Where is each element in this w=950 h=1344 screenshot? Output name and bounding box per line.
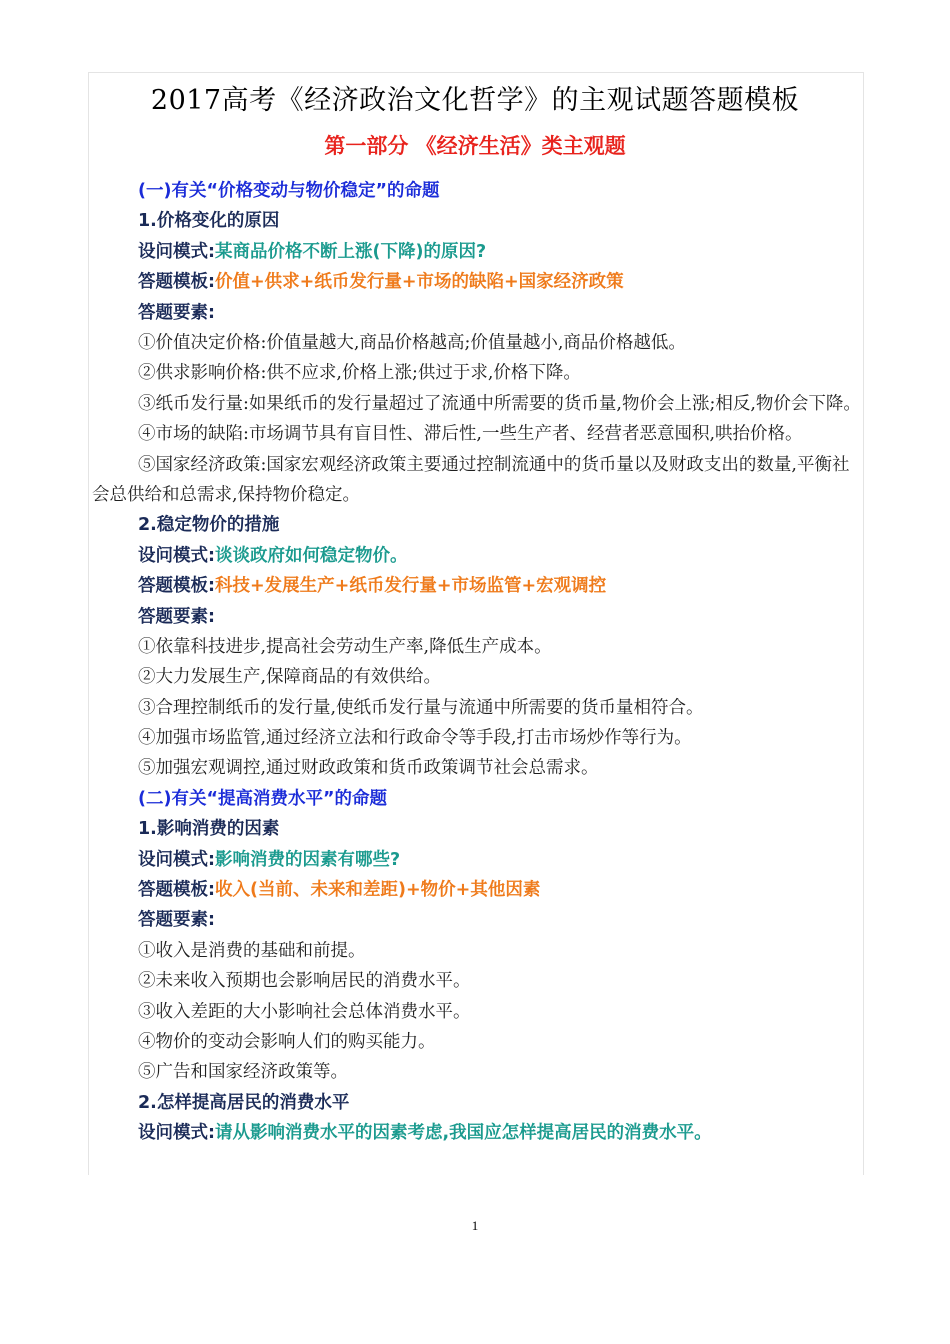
list-item: ③纸币发行量:如果纸币的发行量超过了流通中所需要的货币量,物价会上涨;相反,物价会下降。 xyxy=(138,393,861,414)
list-item: ①收入是消费的基础和前提。 xyxy=(138,940,366,961)
template-label: 答题模板: xyxy=(138,880,215,901)
list-item: ⑤广告和国家经济政策等。 xyxy=(138,1062,348,1083)
page-number: 1 xyxy=(471,1218,479,1233)
list-item: ②供求影响价格:供不应求,价格上涨;供过于求,价格下降。 xyxy=(138,363,581,384)
ask-text: 影响消费的因素有哪些? xyxy=(215,849,401,870)
answer-template xyxy=(92,267,864,297)
question-title: 2.怎样提高居民的消费水平 xyxy=(138,1092,350,1113)
list-item: ①依靠科技进步,提高社会劳动生产率,降低生产成本。 xyxy=(138,636,552,657)
list-item: ⑤加强宏观调控,通过财政政策和货币政策调节社会总需求。 xyxy=(138,758,599,779)
list-item: ④加强市场监管,通过经济立法和行政命令等手段,打击市场炒作等行为。 xyxy=(138,728,692,749)
list-item: ①价值决定价格:价值量越大,商品价格越高;价值量越小,商品价格越低。 xyxy=(138,332,686,353)
ask-text: 请从影响消费水平的因素考虑,我国应怎样提高居民的消费水平。 xyxy=(215,1123,712,1144)
ask-pattern xyxy=(92,541,864,571)
document-title: 2017高考《经济政治文化哲学》的主观试题答题模板 xyxy=(150,85,800,116)
elements-label: 答题要素: xyxy=(138,606,215,627)
ask-label: 设问模式: xyxy=(138,849,215,870)
list-item: ④市场的缺陷:市场调节具有盲目性、滞后性,一些生产者、经营者恶意囤积,哄抬价格。 xyxy=(138,424,803,445)
answer-template xyxy=(92,875,864,905)
part-heading: 第一部分 《经济生活》类主观题 xyxy=(324,134,626,158)
template-label: 答题模板: xyxy=(138,272,215,293)
section-heading: (一)有关“价格变动与物价稳定”的命题 xyxy=(138,181,440,201)
ask-pattern xyxy=(92,1118,864,1148)
ask-pattern xyxy=(92,845,864,875)
template-text: 价值+供求+纸币发行量+市场的缺陷+国家经济政策 xyxy=(215,272,624,293)
document-body xyxy=(92,176,864,1149)
answer-template xyxy=(92,571,864,601)
question-title: 1.价格变化的原因 xyxy=(138,211,280,232)
section-heading: (二)有关“提高消费水平”的命题 xyxy=(138,788,387,809)
list-item: ③收入差距的大小影响社会总体消费水平。 xyxy=(138,1001,471,1022)
ask-label: 设问模式: xyxy=(138,1123,215,1144)
question-title: 2.稳定物价的措施 xyxy=(138,515,280,536)
ask-label: 设问模式: xyxy=(138,545,215,566)
ask-pattern xyxy=(92,237,864,267)
list-item: ②未来收入预期也会影响居民的消费水平。 xyxy=(138,971,471,992)
elements-label: 答题要素: xyxy=(138,302,215,323)
ask-text: 谈谈政府如何稳定物价。 xyxy=(215,545,408,566)
template-text: 科技+发展生产+纸币发行量+市场监管+宏观调控 xyxy=(215,576,607,597)
question-title: 1.影响消费的因素 xyxy=(138,819,280,840)
template-label: 答题模板: xyxy=(138,576,215,597)
list-item: ⑤国家经济政策:国家宏观经济政策主要通过控制流通中的货币量以及财政支出的数量,平衡社会总供给和总需求,保持物价稳定。 xyxy=(92,454,850,505)
list-item: ③合理控制纸币的发行量,使纸币发行量与流通中所需要的货币量相符合。 xyxy=(138,697,704,718)
elements-label: 答题要素: xyxy=(138,910,215,931)
list-item: ④物价的变动会影响人们的购买能力。 xyxy=(138,1031,436,1052)
ask-label: 设问模式: xyxy=(138,241,215,262)
template-text: 收入(当前、未来和差距)+物价+其他因素 xyxy=(215,880,541,901)
list-item: ②大力发展生产,保障商品的有效供给。 xyxy=(138,667,442,688)
ask-text: 某商品价格不断上涨(下降)的原因? xyxy=(215,241,487,262)
